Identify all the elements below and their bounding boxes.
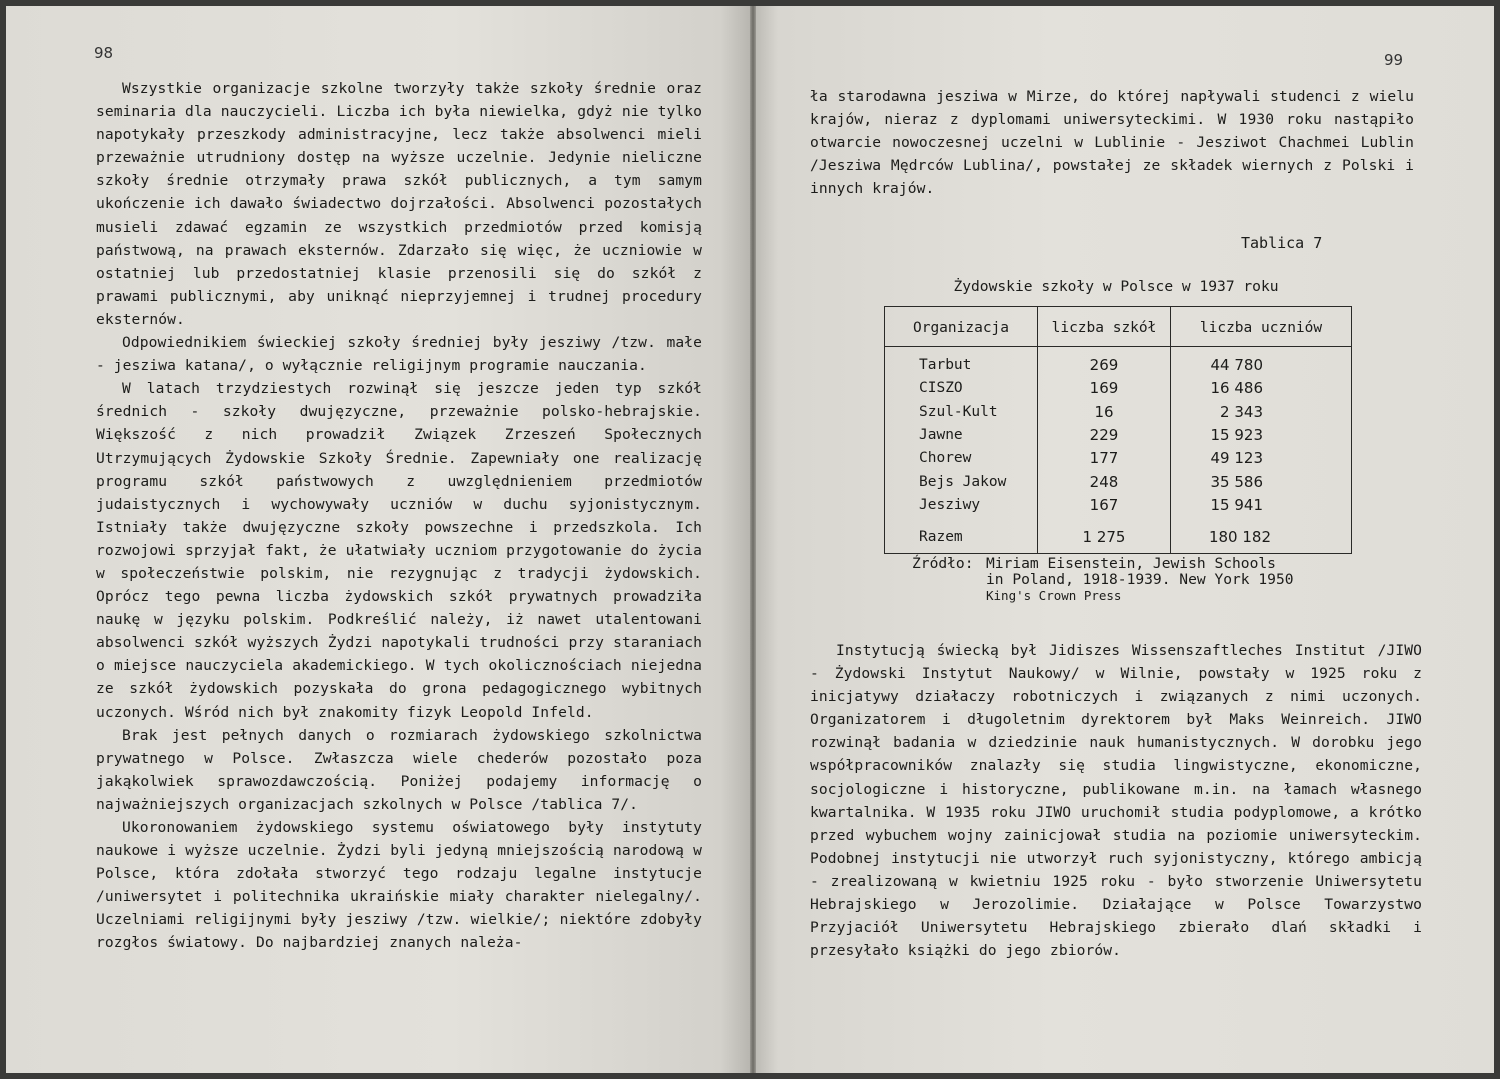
source-line: King's Crown Press: [986, 588, 1122, 603]
schools-cell: 169: [1038, 377, 1171, 400]
schools-cell: 248: [1038, 470, 1171, 493]
column-header: Organizacja: [885, 307, 1038, 347]
schools-cell: 1 275: [1038, 517, 1171, 554]
org-cell: Szul-Kult: [885, 400, 1038, 423]
students-cell: 180 182: [1171, 517, 1352, 554]
paragraph: W latach trzydziestych rozwinął się jeszcze jeden typ szkół średnich - szkoły dwujęzyczne, przeważnie polsko-hebrajskie. Większość z nich prowadził Związek Zrzeszeń Społecznych Utrzymujących Żydowskie Szkoły Średnie. Zapewniały one realizację programu szkół państwowych z uwzględnieniem przedmiotów judaistycznych i wychowywały uczniów w duchu syjonistycznym. Istniały także dwujęzyczne szkoły powszechne i przedszkola. Ich rozwojowi sprzyjał fakt, że ułatwiały uczniom przygotowanie do życia w społeczeństwie polskim, nie rezygnując z tradycji żydowskich. Oprócz tego pewna liczba żydowskich szkół prywatnych prowadziła naukę w języku polskim. Podkreślić należy, iż nawet utalentowani absolwenci szkół wyższych Żydzi napotykali trudności przy staraniach o miejsce nauczyciela akademickiego. W tych okolicznościach niejedna ze szkół żydowskich pozyskała do grona pedagogicznego wybitnych uczonych. Wśród nich był znakomity fizyk Leopold Infeld.: [96, 380, 702, 721]
org-cell: Razem: [885, 517, 1038, 554]
table-row: [885, 347, 1352, 377]
paragraph: Wszystkie organizacje szkolne tworzyły także szkoły średnie oraz seminaria dla nauczycieli. Liczba ich była niewielka, gdyż nie tylko napotykały przeszkody administracyjne, lecz także absolwenci mieli przeważnie utrudniony dostęp na wyższe uczelnie. Jedynie nieliczne szkoły średnie otrzymały prawa szkół publicznych, a tym samym ukończenie ich dawało świadectwo dojrzałości. Absolwenci pozostałych musieli zdawać egzamin ze wszystkich przedmiotów przed komisją państwową, na prawach eksternów. Zdarzało się więc, że uczniowie w ostatniej lub przedostatniej klasie przenosili się do szkół z prawami publicznymi, aby uniknąć nieprzyjemnej i trudnej procedury eksternów.: [96, 80, 702, 328]
schools-cell: 269: [1038, 347, 1171, 377]
students-cell: 44 780: [1171, 347, 1352, 377]
table-row: [885, 470, 1352, 493]
org-cell: Jawne: [885, 423, 1038, 446]
table-caption: Tablica 7: [1241, 234, 1323, 252]
page-number-left: 98: [94, 44, 114, 62]
table-row: [885, 400, 1352, 423]
table-source-note: [912, 556, 1294, 604]
table-total-row: [885, 517, 1352, 554]
table-title: Żydowskie szkoły w Polsce w 1937 roku: [953, 278, 1279, 295]
left-page-body: [96, 77, 702, 955]
column-header: liczba szkół: [1038, 307, 1171, 347]
paragraph: Ukoronowaniem żydowskiego systemu oświatowego były instytuty naukowe i wyższe uczelnie. Żydzi byli jedyną mniejszością narodową w Polsce, która zdołała stworzyć tego rodzaju legalne instytucje /uniwersytet i politechnika ukraińskie miały charakter nielegalny/. Uczelniami religijnymi były jesziwy /tzw. wielkie/; niektóre zdobyły rozgłos światowy. Do najbardziej znanych należa-: [96, 819, 702, 952]
org-cell: CISZO: [885, 377, 1038, 400]
page-number-right: 99: [1384, 51, 1404, 69]
students-cell: 15 941: [1171, 493, 1352, 516]
org-cell: Tarbut: [885, 347, 1038, 377]
students-cell: 35 586: [1171, 470, 1352, 493]
book-spread: [6, 6, 1494, 1073]
students-cell: 16 486: [1171, 377, 1352, 400]
table-header-row: [885, 307, 1352, 347]
paragraph: ła starodawna jesziwa w Mirze, do której napływali studenci z wielu krajów, nieraz z dyplomami uniwersyteckimi. W 1930 roku nastąpiło otwarcie nowoczesnej uczelni w Lublinie - Jesziwot Chachmei Lublin /Jesziwa Mędrców Lublina/, powstałej ze składek wiernych z Polski i innych krajów.: [810, 88, 1414, 198]
students-cell: 2 343: [1171, 400, 1352, 423]
source-line: in Poland, 1918-1939. New York 1950: [986, 571, 1294, 588]
students-cell: 15 923: [1171, 423, 1352, 446]
left-page: [6, 6, 750, 1073]
schools-table: [884, 306, 1352, 554]
table-row: [885, 447, 1352, 470]
source-line: Miriam Eisenstein, Jewish Schools: [986, 555, 1276, 572]
paragraph: Odpowiednikiem świeckiej szkoły średniej były jesziwy /tzw. małe - jesziwa katana/, o wyłącznie religijnym programie nauczania.: [96, 334, 702, 375]
schools-cell: 177: [1038, 447, 1171, 470]
table-row: [885, 423, 1352, 446]
schools-cell: 167: [1038, 493, 1171, 516]
schools-cell: 229: [1038, 423, 1171, 446]
right-page-intro: [810, 85, 1414, 200]
column-header: liczba uczniów: [1171, 307, 1352, 347]
paragraph: Instytucją świecką był Jidiszes Wissenszaftleches Institut /JIWO - Żydowski Instytut Naukowy/ w Wilnie, powstały w 1925 roku z inicjatywy działaczy robotniczych i związanych z nimi uczonych. Organizatorem i długoletnim dyrektorem był Maks Weinreich. JIWO rozwinął badania w dziedzinie nauk humanistycznych. W dorobku jego współpracowników znalazły się studia lingwistyczne, ekonomiczne, socjologiczne i historyczne, publikowane m.in. na łamach własnego kwartalnika. W 1935 roku JIWO uruchomił studia podyplomowe, a krótko przed wybuchem wojny zainicjował studia na poziomie uniwersyteckim. Podobnej instytucji nie utworzył ruch syjonistyczny, którego ambicją - zrealizowaną w kwietniu 1925 roku - było stworzenie Uniwersytetu Hebrajskiego w Jerozolimie. Działające w Polsce Towarzystwo Przyjaciół Uniwersytetu Hebrajskiego zbierało dlań składki i przesyłało książki do jego zbiorów.: [810, 642, 1422, 960]
schools-cell: 16: [1038, 400, 1171, 423]
org-cell: Bejs Jakow: [885, 470, 1038, 493]
students-cell: 49 123: [1171, 447, 1352, 470]
right-page: [756, 6, 1494, 1073]
table-row: [885, 493, 1352, 516]
org-cell: Chorew: [885, 447, 1038, 470]
paragraph: Brak jest pełnych danych o rozmiarach żydowskiego szkolnictwa prywatnego w Polsce. Zwłaszcza wiele chederów pozostało poza jakąkolwiek sprawozdawczością. Poniżej podajemy informację o najważniejszych organizacjach szkolnych w Polsce /tablica 7/.: [96, 726, 702, 813]
source-label: Źródło:: [912, 555, 974, 572]
table-row: [885, 377, 1352, 400]
org-cell: Jesziwy: [885, 493, 1038, 516]
right-page-body: [810, 639, 1422, 962]
